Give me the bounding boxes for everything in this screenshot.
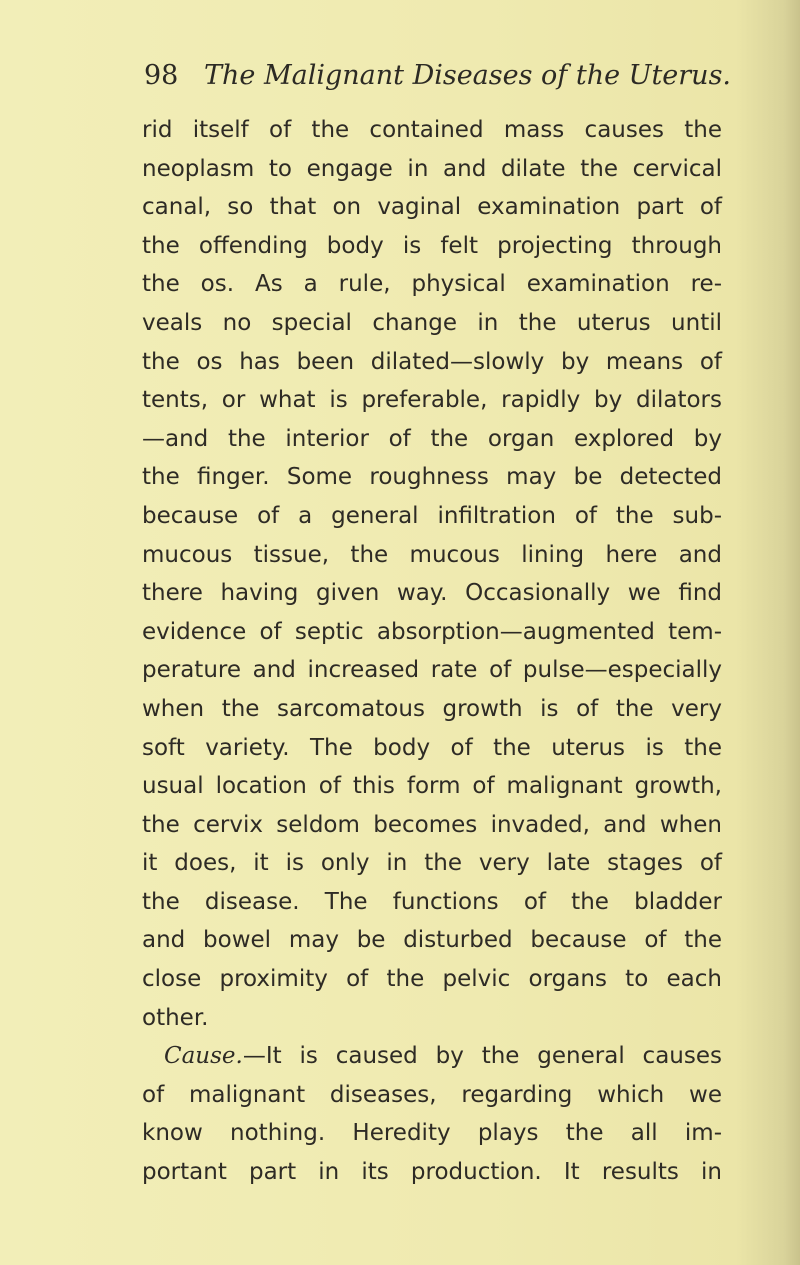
running-title: The Malignant Diseases of the Uterus. [204,60,732,91]
text-line: soft variety. The body of the uterus is the [142,734,722,761]
text-line: evidence of septic absorption—augmented tem- [142,618,722,645]
text-line: usual location of this form of malignant growth, [142,773,722,800]
text-line: neoplasm to engage in and dilate the cervical [142,155,722,182]
text-line: there having given way. Occasionally we find [142,580,722,607]
page-number: 98 [144,60,179,91]
text-line: because of a general infiltration of the sub- [142,502,722,529]
cause-first-line-text: —It is caused by the general causes [242,1043,722,1070]
page-header [144,58,732,98]
text-line: tents, or what is preferable, rapidly by dilators [142,387,722,414]
text-line: veals no special change in the uterus until [142,309,722,336]
text-line: it does, it is only in the very late stages of [142,850,722,877]
body-text [142,111,722,1192]
text-line: close proximity of the pelvic organs to each [142,966,722,993]
text-line: of malignant diseases, regarding which we [142,1081,722,1108]
text-line: when the sarcomatous growth is of the very [142,695,722,722]
text-line: and bowel may be disturbed because of the [142,927,722,954]
text-line: the os. As a rule, physical examination re- [142,271,722,298]
text-line: rid itself of the contained mass causes the [142,117,722,143]
cause-heading: Cause. [164,1043,243,1070]
text-line: know nothing. Heredity plays the all im- [142,1120,722,1147]
text-line: other. [142,1004,209,1031]
cause-paragraph-first-line [142,1037,722,1076]
text-line: mucous tissue, the mucous lining here and [142,541,722,568]
text-line: the finger. Some roughness may be detected [142,464,722,491]
text-line: canal, so that on vaginal examination part of [142,194,722,221]
text-line: —and the interior of the organ explored by [142,425,722,452]
text-line: the cervix seldom becomes invaded, and when [142,811,722,838]
text-line: the os has been dilated—slowly by means of [142,348,722,375]
text-line: the offending body is felt projecting through [142,232,722,259]
text-line: perature and increased rate of pulse—especially [142,657,722,684]
text-line: the disease. The functions of the bladder [142,888,722,915]
text-line: portant part in its production. It results in [142,1159,722,1186]
